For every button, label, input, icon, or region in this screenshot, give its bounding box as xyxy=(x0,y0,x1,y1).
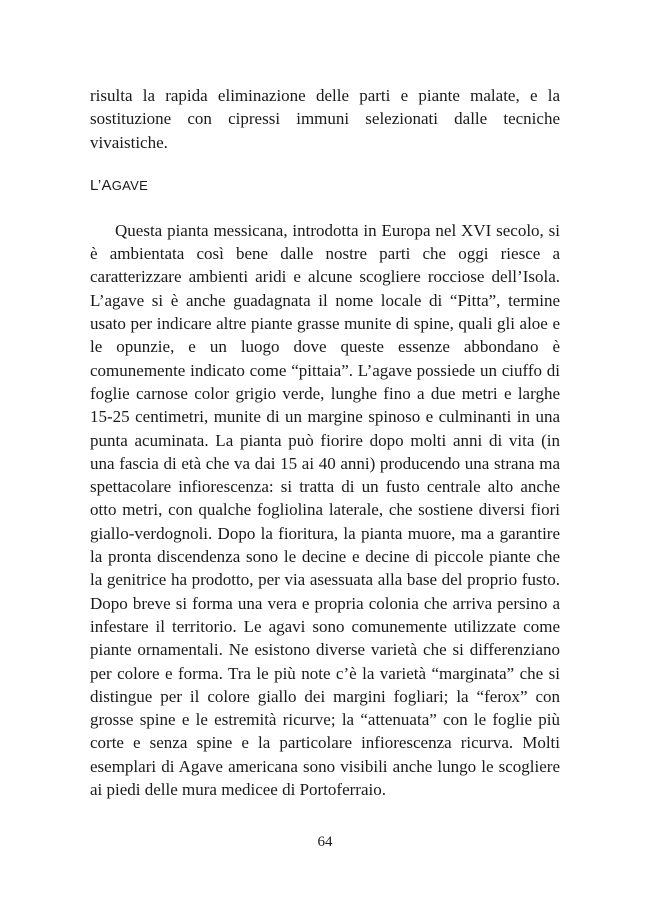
section-heading xyxy=(90,177,560,195)
main-paragraph: Questa pianta messicana, introdotta in Europa nel XVI secolo, si è ambientata così bene dalle nostre parti che oggi riesce a caratterizzare ambienti aridi e alcune scogliere rocciose dell’Isola. L’agave si è anche guadagnata il nome locale di “Pitta”, termine usato per indicare altre piante grasse munite di spine, quali gli aloe e le opunzie, e un luogo dove queste essenze abbondano è comunemente indicato come “pittaia”. L’agave possiede un ciuffo di foglie carnose color grigio verde, lunghe fino a due metri e larghe 15-25 centimetri, munite di un margine spinoso e culminanti in una punta acuminata. La pianta può fiorire dopo molti anni di vita (in una fascia di età che va dai 15 ai 40 anni) producendo una strana ma spettacolare infiorescenza: si tratta di un fusto centrale alto anche otto metri, con qualche fogliolina laterale, che sostiene diversi fiori giallo-verdognoli. Dopo la fioritura, la pianta muore, ma a garantire la pronta discendenza sono le decine e decine di piccole piante che la genitrice ha prodotto, per via asessuata alla base del proprio fusto. Dopo breve si forma una vera e propria colonia che arriva persino a infestare il territorio. Le agavi sono comunemente utilizzate come piante ornamentali. Ne esistono diverse varietà che si differenziano per colore e forma. Tra le più note c’è la varietà “marginata” che si distingue per il colore giallo dei margini fogliari; la “ferox” con grosse spine e le estremità ricurve; la “attenuata” con le foglie più corte e senza spine e la particolare infiorescenza ricurva. Molti esemplari di Agave americana sono visibili anche lungo le scogliere ai piedi delle mura medicee di Portoferraio. xyxy=(90,220,560,800)
section-heading-initial: L’A xyxy=(90,176,112,194)
section-heading-smallcaps: GAVE xyxy=(111,177,149,193)
intro-paragraph: risulta la rapida eliminazione delle parti e piante malate, e la sostituzione con cipressi immuni selezionati dalle tecniche vivaistiche. xyxy=(90,86,560,152)
page-content xyxy=(90,84,560,801)
page-number: 64 xyxy=(317,834,333,850)
